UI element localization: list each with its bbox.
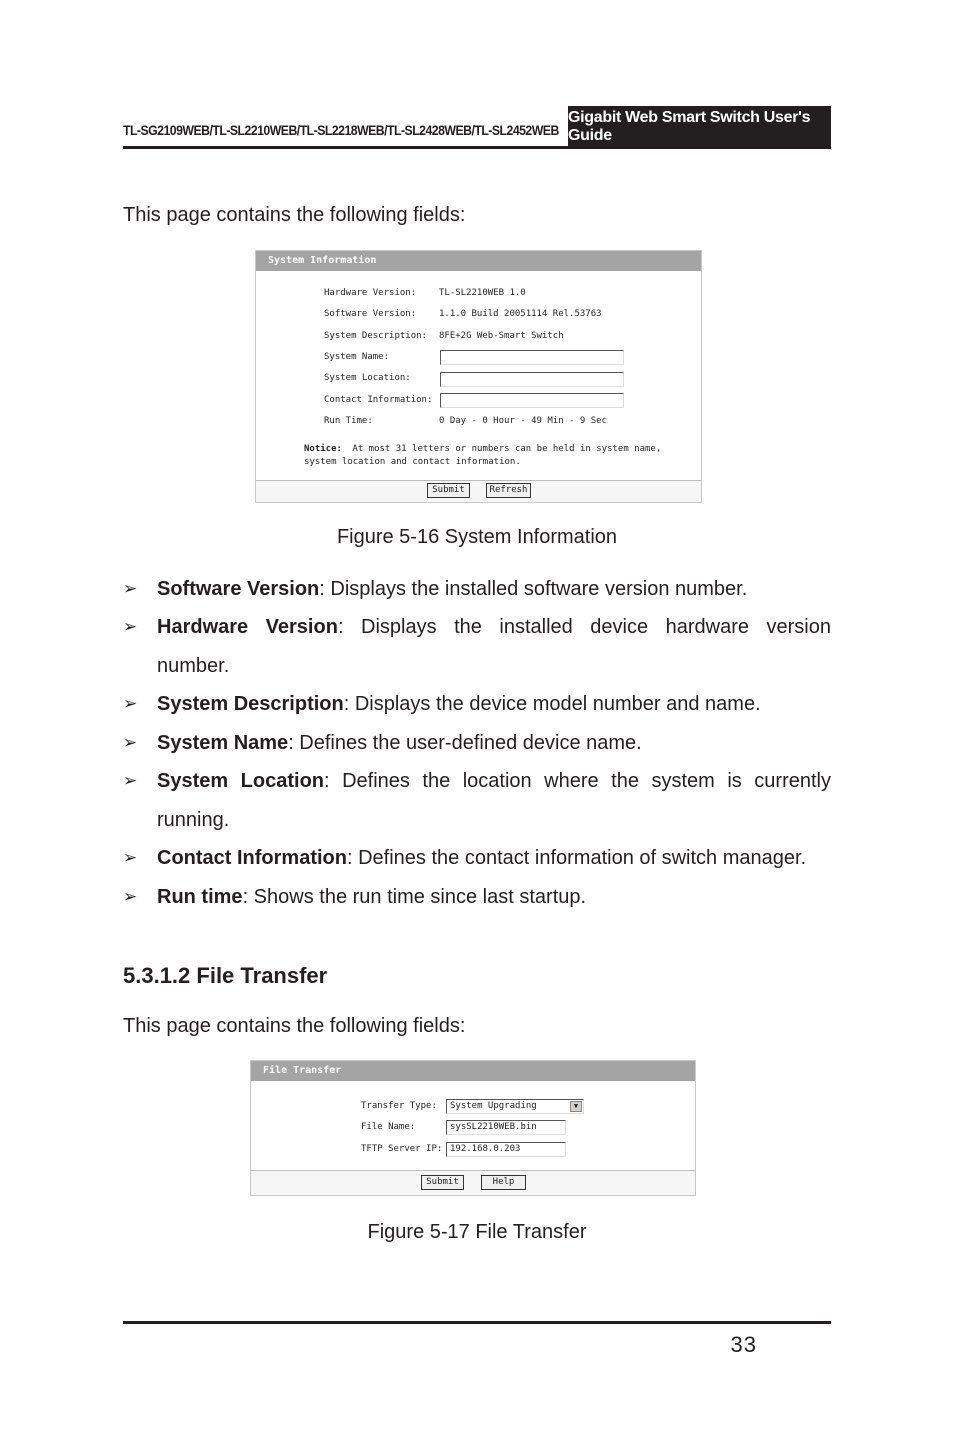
system-name-input[interactable] xyxy=(440,350,624,365)
bullet-continuation: number. xyxy=(157,655,230,677)
intro-paragraph: This page contains the following fields: xyxy=(123,204,466,226)
panel-footer xyxy=(256,480,701,502)
arrow-bullet-icon: ➢ xyxy=(123,848,138,867)
panel-title: File Transfer xyxy=(251,1061,695,1081)
run-time-value: 0 Day - 0 Hour - 49 Min - 9 Sec xyxy=(439,416,607,426)
software-version-label: Software Version: xyxy=(324,309,417,319)
system-location-label: System Location: xyxy=(324,373,411,383)
hardware-version-value: TL-SL2210WEB 1.0 xyxy=(439,288,526,298)
file-transfer-panel xyxy=(250,1060,696,1196)
transfer-type-label: Transfer Type: xyxy=(361,1101,437,1111)
system-information-panel xyxy=(255,250,702,503)
software-version-value: 1.1.0 Build 20051114 Rel.53763 xyxy=(439,309,602,319)
system-description-label: System Description: xyxy=(324,331,427,341)
panel-title: System Information xyxy=(256,251,701,271)
header-guide-title: Gigabit Web Smart Switch User's Guide xyxy=(568,106,831,148)
bullet-term: Software Version xyxy=(157,578,320,600)
chevron-down-icon[interactable]: ▼ xyxy=(570,1101,582,1112)
file-name-input[interactable]: sysSL2210WEB.bin xyxy=(446,1120,566,1135)
panel-footer xyxy=(251,1170,695,1195)
footer-rule xyxy=(123,1321,831,1324)
intro-paragraph: This page contains the following fields: xyxy=(123,1015,466,1037)
transfer-type-selected-value: System Upgrading xyxy=(450,1101,537,1111)
transfer-type-select[interactable] xyxy=(446,1099,584,1114)
header-model-list xyxy=(123,114,567,146)
arrow-bullet-icon: ➢ xyxy=(123,694,138,713)
hardware-version-label: Hardware Version: xyxy=(324,288,417,298)
bullet-text: : Defines the contact information of switch manager. xyxy=(347,847,807,869)
bullet-term: System Name xyxy=(157,732,289,754)
bullet-text: : Displays the installed software version number. xyxy=(319,578,748,600)
run-time-label: Run Time: xyxy=(324,416,373,426)
notice-text-line1: At most 31 letters or numbers can be held in system name, xyxy=(347,444,662,454)
contact-information-label: Contact Information: xyxy=(324,395,433,405)
refresh-button[interactable]: Refresh xyxy=(486,483,531,498)
header-model-text: TL-SG2109WEB/TL-SL2210WEB/TL-SL2218WEB/TL-SL2428WEB/TL-SL2452WEB xyxy=(123,122,559,138)
tftp-server-ip-input[interactable]: 192.168.0.203 xyxy=(446,1142,566,1157)
bullet-text: : Defines the user-defined device name. xyxy=(288,732,642,754)
help-button[interactable]: Help xyxy=(481,1175,526,1190)
page-number: 33 xyxy=(730,1332,757,1357)
contact-information-input[interactable] xyxy=(440,393,624,408)
bullet-continuation: running. xyxy=(157,809,230,831)
notice-text-line2: system location and contact information. xyxy=(304,457,521,467)
arrow-bullet-icon: ➢ xyxy=(123,733,138,752)
system-location-input[interactable] xyxy=(440,372,624,387)
figure-caption: Figure 5-16 System Information xyxy=(336,526,618,548)
arrow-bullet-icon: ➢ xyxy=(123,579,138,598)
figure-caption: Figure 5-17 File Transfer xyxy=(367,1221,587,1243)
bullet-term: System Description xyxy=(157,693,344,715)
file-name-label: File Name: xyxy=(361,1122,416,1132)
arrow-bullet-icon: ➢ xyxy=(123,887,138,906)
submit-button[interactable]: Submit xyxy=(427,483,470,498)
notice-label: Notice: xyxy=(304,444,342,454)
tftp-server-ip-label: TFTP Server IP: xyxy=(361,1144,443,1154)
header-rule xyxy=(123,146,831,149)
bullet-term: Hardware Version xyxy=(157,616,338,638)
bullet-text: : Displays the installed device hardware version xyxy=(337,616,832,638)
bullet-text: : Displays the device model number and name. xyxy=(343,693,761,715)
bullet-text: : Shows the run time since last startup. xyxy=(242,886,587,908)
system-description-value: 8FE+2G Web-Smart Switch xyxy=(439,331,564,341)
bullet-term: Run time xyxy=(157,886,243,908)
submit-button[interactable]: Submit xyxy=(421,1175,464,1190)
system-name-label: System Name: xyxy=(324,352,390,362)
arrow-bullet-icon: ➢ xyxy=(123,771,138,790)
bullet-text: : Defines the location where the system is currently xyxy=(324,770,831,792)
bullet-term: Contact Information xyxy=(157,847,347,869)
bullet-term: System Location xyxy=(157,770,324,792)
section-heading: 5.3.1.2 File Transfer xyxy=(123,963,328,988)
arrow-bullet-icon: ➢ xyxy=(123,617,138,636)
